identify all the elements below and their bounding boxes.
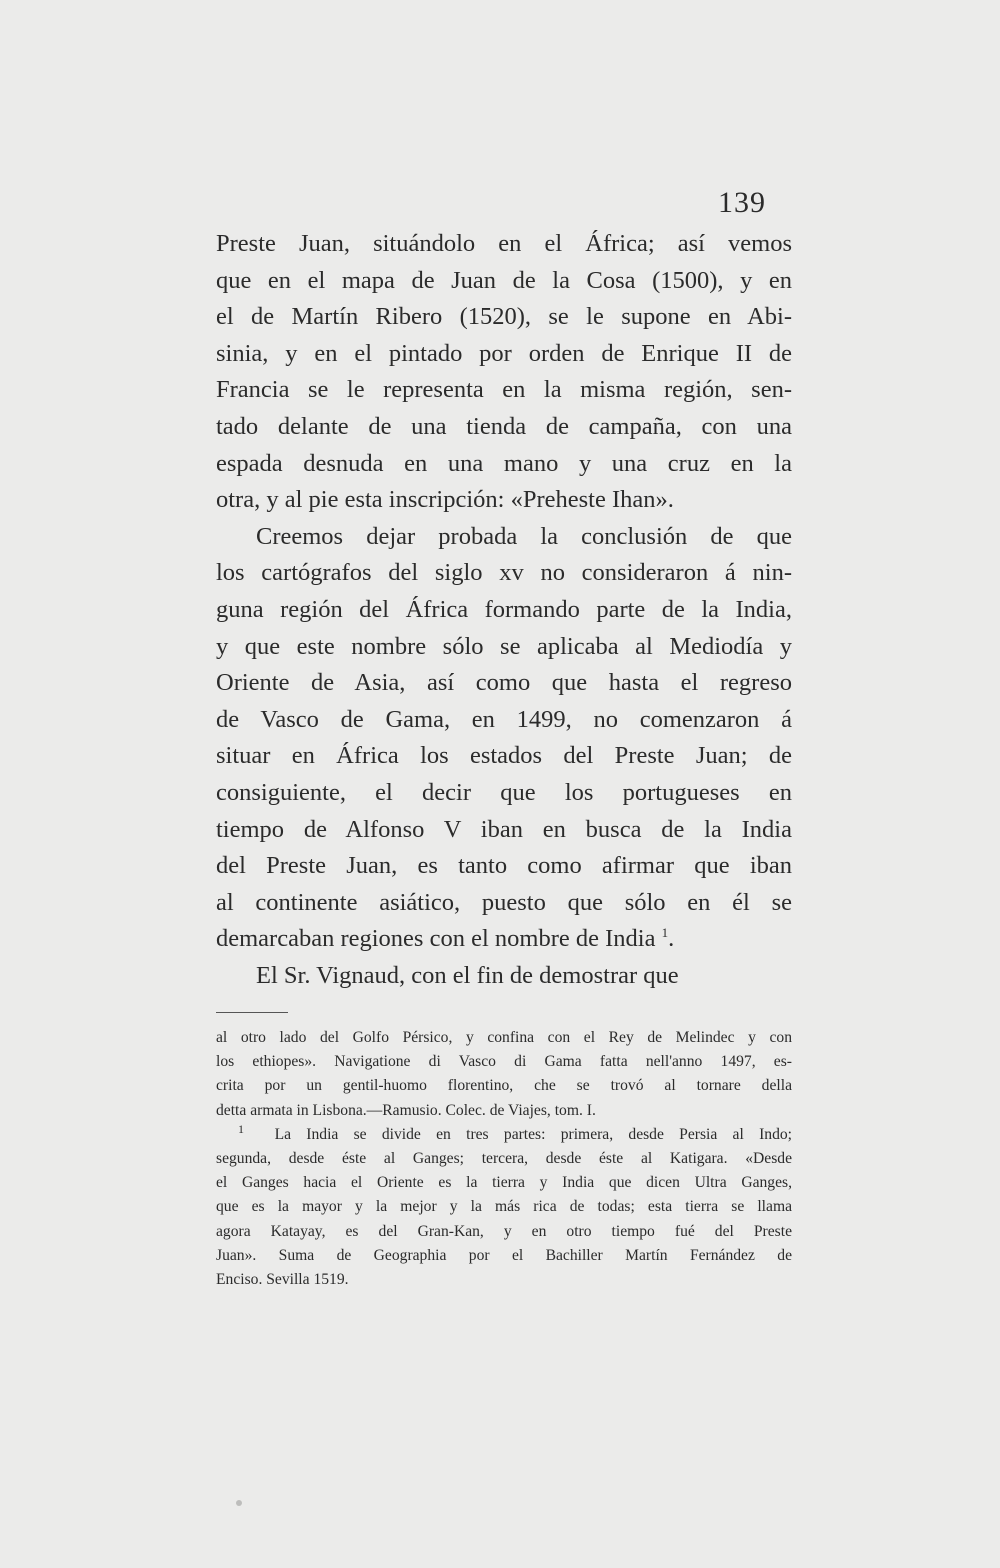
paragraph-start-line: El Sr. Vignaud, con el fin de demostrar que: [256, 961, 679, 989]
footnote-line: Enciso. Sevilla 1519.: [216, 1270, 349, 1288]
body-line: al continente asiático, puesto que sólo en él se: [216, 888, 792, 916]
body-line: sinia, y en el pintado por orden de Enrique II de: [216, 339, 792, 367]
body-line: tado delante de una tienda de campaña, con una: [216, 412, 792, 440]
footnote-text: La India se divide en tres partes: primera, desde Persia al Indo;: [274, 1125, 793, 1143]
body-line: Francia se le representa en la misma región, sen-: [216, 376, 792, 404]
footnote-line: que es la mayor y la mejor y la más rica de todas; esta tierra se llama: [216, 1198, 792, 1216]
body-line: del Preste Juan, es tanto como afirmar que iban: [216, 852, 792, 880]
footnote-line: agora Katayay, es del Gran-Kan, y en otro tiempo fué del Preste: [216, 1222, 792, 1240]
footnote-marker: 1: [238, 1121, 244, 1136]
body-line: otra, y al pie esta inscripción: «Preheste Ihan».: [216, 486, 674, 514]
footnote-start-line: [216, 1123, 792, 1147]
body-line: tiempo de Alfonso V iban en busca de la India: [216, 815, 792, 843]
body-line-with-note: demarcaban regiones con el nombre de India $^1$.: [216, 925, 675, 953]
body-line: guna región del África formando parte de la India,: [216, 595, 792, 623]
body-line: el de Martín Ribero (1520), se le supone en Abi-: [216, 303, 792, 331]
body-text: [216, 226, 792, 994]
body-line: espada desnuda en una mano y una cruz en la: [216, 449, 792, 477]
footnotes: [216, 1026, 792, 1292]
page-number: 139: [718, 186, 766, 219]
body-line: los cartógrafos del siglo xv no consideraron á nin-: [216, 559, 792, 587]
footnote-line: crita por un gentil-huomo florentino, che se trovó al tornare della: [216, 1077, 792, 1095]
body-line: Oriente de Asia, así como que hasta el regreso: [216, 669, 792, 697]
paper-speck: [236, 1500, 242, 1506]
paragraph-start-line: Creemos dejar probada la conclusión de que: [256, 522, 792, 550]
body-line: consiguiente, el decir que los portugueses en: [216, 778, 792, 806]
footnote-line: al otro lado del Golfo Pérsico, y confina con el Rey de Melindec y con: [216, 1029, 792, 1046]
footnote-line: el Ganges hacia el Oriente es la tierra y India que dicen Ultra Ganges,: [216, 1174, 792, 1192]
footnote-line: detta armata in Lisbona.—Ramusio. Colec. de Viajes, tom. I.: [216, 1101, 596, 1119]
body-line: que en el mapa de Juan de la Cosa (1500), y en: [216, 266, 792, 294]
footnote-line: segunda, desde éste al Ganges; tercera, desde éste al Katigara. «Desde: [216, 1149, 792, 1167]
body-line: y que este nombre sólo se aplicaba al Mediodía y: [216, 632, 792, 660]
body-line: situar en África los estados del Preste Juan; de: [216, 742, 792, 770]
footnote-reference: 1: [661, 925, 669, 941]
footnote-separator: [216, 1012, 288, 1013]
footnote-line: Juan». Suma de Geographia por el Bachiller Martín Fernández de: [216, 1246, 792, 1264]
body-line-text: demarcaban regiones con el nombre de India: [216, 925, 656, 953]
body-line: de Vasco de Gama, en 1499, no comenzaron á: [216, 705, 792, 733]
body-line: Preste Juan, situándolo en el África; así vemos: [216, 230, 792, 257]
footnote-line: los ethiopes». Navigatione di Vasco di Gama fatta nell'anno 1497, es-: [216, 1053, 792, 1071]
